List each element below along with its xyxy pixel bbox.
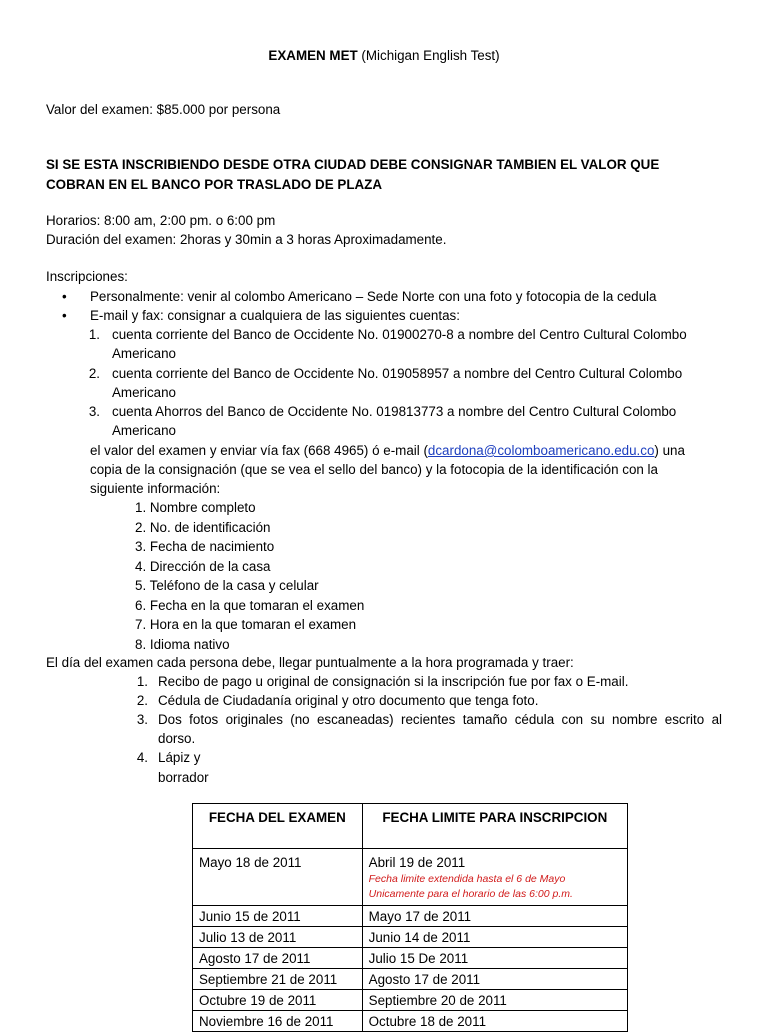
bring-text-continued: dorso. bbox=[158, 731, 196, 746]
account-number: 3. bbox=[88, 404, 100, 419]
info-item: 8. Idioma nativo bbox=[135, 636, 230, 652]
header-exam-date: FECHA DEL EXAMEN bbox=[193, 804, 363, 849]
title-rest: (Michigan English Test) bbox=[357, 48, 500, 63]
exam-dates-table bbox=[192, 803, 628, 1032]
info-list bbox=[135, 498, 364, 654]
bring-text: Lápiz y borrador bbox=[158, 750, 209, 785]
info-item: 7. Hora en la que tomaran el examen bbox=[135, 617, 357, 632]
extension-note-1: Fecha limite extendida hasta el 6 de Mayo bbox=[368, 873, 566, 885]
inscriptions-label: Inscripciones: bbox=[46, 269, 128, 284]
table-row bbox=[193, 849, 628, 906]
table-row bbox=[193, 990, 628, 1011]
info-item: 6. Fecha en la que tomaran el examen bbox=[135, 597, 365, 613]
schedule-text: Horarios: 8:00 am, 2:00 pm. o 6:00 pm bbox=[46, 213, 276, 228]
table-row bbox=[193, 1011, 628, 1032]
bullet-text: Personalmente: venir al colombo Americano – Sede Norte con una foto y fotocopia de la cedula bbox=[90, 289, 657, 304]
account-line-1: cuenta corriente del Banco de Occidente No. 019058957 a nombre del Centro Cultural Colombo bbox=[112, 366, 683, 381]
limit-date-cell: Junio 14 de 2011 bbox=[362, 927, 627, 948]
account-line-2: Americano bbox=[112, 423, 177, 438]
extension-note-2: Unicamente para el horario de las 6:00 p.m. bbox=[368, 888, 573, 900]
info-item: 4. Dirección de la casa bbox=[135, 558, 271, 574]
bring-number: 2. bbox=[136, 693, 148, 708]
limit-date-cell: Septiembre 20 de 2011 bbox=[362, 990, 627, 1011]
limit-date-text: Abril 19 de 2011 bbox=[368, 855, 466, 870]
header-limit-date: FECHA LIMITE PARA INSCRIPCION bbox=[362, 804, 627, 849]
exam-price: Valor del examen: $85.000 por persona bbox=[46, 102, 281, 117]
bullet-icon: • bbox=[62, 308, 67, 323]
account-line-2: Americano bbox=[112, 385, 177, 400]
warning-line-2: COBRAN EN EL BANCO POR TRASLADO DE PLAZA bbox=[46, 177, 383, 192]
account-number: 2. bbox=[88, 366, 100, 381]
send-line-1 bbox=[90, 441, 685, 461]
title-bold: EXAMEN MET bbox=[268, 48, 358, 63]
warning-line-1: SI SE ESTA INSCRIBIENDO DESDE OTRA CIUDAD DEBE CONSIGNAR TAMBIEN EL VALOR QUE bbox=[46, 157, 660, 172]
account-number: 1. bbox=[88, 327, 100, 342]
table-row bbox=[193, 969, 628, 990]
bullet-icon: • bbox=[62, 289, 67, 304]
table-row bbox=[193, 906, 628, 927]
document-title bbox=[0, 46, 768, 66]
email-link[interactable]: dcardona@colomboamericano.edu.co bbox=[427, 443, 655, 458]
exam-date-cell: Mayo 18 de 2011 bbox=[193, 849, 363, 906]
account-line-1: cuenta Ahorros del Banco de Occidente No. 019813773 a nombre del Centro Cultural Colombo bbox=[112, 404, 677, 419]
account-line-1: cuenta corriente del Banco de Occidente No. 01900270-8 a nombre del Centro Cultural Colombo bbox=[112, 327, 687, 342]
bring-text: Recibo de pago u original de consignación si la inscripción fue por fax o E-mail. bbox=[158, 674, 629, 689]
send-line-2: copia de la consignación (que se vea el sello del banco) y la fotocopia de la identificación con la bbox=[90, 462, 658, 477]
send-post: ) una bbox=[654, 443, 685, 458]
duration-text: Duración del examen: 2horas y 30min a 3 horas Aproximadamente. bbox=[46, 232, 447, 247]
send-line-3: siguiente información: bbox=[90, 481, 221, 496]
exam-day-text: El día del examen cada persona debe, llegar puntualmente a la hora programada y traer: bbox=[46, 655, 574, 670]
info-item: 1. Nombre completo bbox=[135, 500, 256, 515]
account-line-2: Americano bbox=[112, 346, 177, 361]
send-pre: el valor del examen y enviar vía fax (668 4965) ó e-mail ( bbox=[90, 443, 428, 458]
bring-text: Dos fotos originales (no escaneadas) recientes tamaño cédula con su nombre escrito al bbox=[158, 712, 722, 727]
limit-date-cell: Mayo 17 de 2011 bbox=[362, 906, 627, 927]
exam-date-cell: Septiembre 21 de 2011 bbox=[193, 969, 363, 990]
limit-date-cell: Julio 15 De 2011 bbox=[362, 948, 627, 969]
info-item: 3. Fecha de nacimiento bbox=[135, 539, 275, 554]
bring-number: 1. bbox=[136, 674, 148, 689]
table-row bbox=[193, 948, 628, 969]
exam-date-cell: Julio 13 de 2011 bbox=[193, 927, 363, 948]
bring-number: 3. bbox=[136, 712, 148, 727]
info-item: 2. No. de identificación bbox=[135, 519, 271, 535]
exam-date-cell: Noviembre 16 de 2011 bbox=[193, 1011, 363, 1032]
exam-date-cell: Octubre 19 de 2011 bbox=[193, 990, 363, 1011]
bullet-text: E-mail y fax: consignar a cualquiera de las siguientes cuentas: bbox=[90, 308, 460, 323]
info-item: 5. Teléfono de la casa y celular bbox=[135, 578, 319, 593]
limit-date-cell bbox=[362, 849, 627, 906]
table-header-row bbox=[193, 804, 628, 849]
exam-date-cell: Agosto 17 de 2011 bbox=[193, 948, 363, 969]
limit-date-cell: Octubre 18 de 2011 bbox=[362, 1011, 627, 1032]
limit-date-cell: Agosto 17 de 2011 bbox=[362, 969, 627, 990]
bring-text: Cédula de Ciudadanía original y otro documento que tenga foto. bbox=[158, 693, 539, 708]
bring-number: 4. bbox=[136, 750, 148, 765]
exam-date-cell: Junio 15 de 2011 bbox=[193, 906, 363, 927]
table-row bbox=[193, 927, 628, 948]
